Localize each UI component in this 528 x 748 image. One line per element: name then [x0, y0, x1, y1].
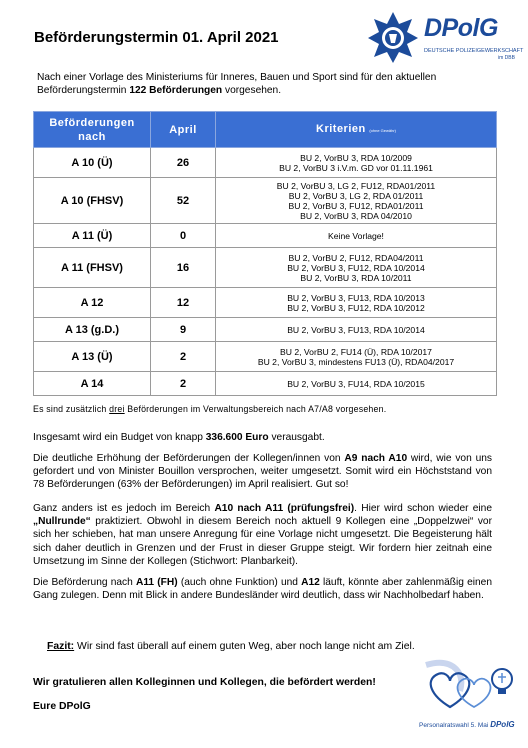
row-category: A 12	[34, 288, 151, 318]
row-category: A 14	[34, 372, 151, 396]
row-criteria	[216, 148, 497, 178]
criteria-line: BU 2, VorBU 3, FU13, RDA 10/2014	[287, 324, 425, 335]
personalratswahl-graphic	[416, 657, 520, 735]
criteria-line: BU 2, VorBU 3, FU12, RDA01/2011	[288, 200, 424, 211]
row-criteria	[216, 372, 497, 396]
promotion-table	[33, 111, 497, 396]
table-row	[34, 318, 497, 342]
dpolg-logo	[366, 8, 524, 66]
table-row	[34, 372, 497, 396]
fazit-line: Fazit: Wir sind fast überall auf einem guten Weg, aber noch lange nicht am Ziel.	[47, 641, 415, 652]
row-category: A 13 (Ü)	[34, 342, 151, 372]
table-row	[34, 288, 497, 318]
row-criteria	[216, 248, 497, 288]
header-kriterien: Kriterien (ohne Gewähr)	[216, 112, 497, 148]
criteria-line: BU 2, VorBU 3, RDA 04/2010	[300, 210, 412, 221]
row-criteria	[216, 318, 497, 342]
table-row	[34, 248, 497, 288]
row-category: A 11 (FHSV)	[34, 248, 151, 288]
additional-note: Es sind zusätzlich drei Beförderungen im Verwaltungsbereich nach A7/A8 vorgesehen.	[33, 404, 387, 414]
criteria-line: BU 2, VorBU 2, FU14 (Ü), RDA 10/2017	[280, 346, 432, 357]
row-april-count: 52	[151, 178, 216, 224]
row-criteria	[216, 178, 497, 224]
row-criteria	[216, 224, 497, 248]
personalratswahl-caption: Personalratswahl 5. Mai DPolG	[419, 720, 515, 729]
police-star-icon	[366, 10, 420, 64]
row-category: A 11 (Ü)	[34, 224, 151, 248]
row-criteria	[216, 288, 497, 318]
closing-line: Wir gratulieren allen Kolleginnen und Kollegen, die befördert werden!	[33, 677, 376, 688]
row-april-count: 9	[151, 318, 216, 342]
hearts-lightbulb-icon	[416, 657, 520, 719]
row-category: A 13 (g.D.)	[34, 318, 151, 342]
budget-paragraph: Insgesamt wird ein Budget von knapp 336.600 Euro verausgabt.	[33, 432, 325, 443]
logo-subtitle-dbb: im DBB	[498, 55, 515, 61]
table-row	[34, 178, 497, 224]
page-title: Beförderungstermin 01. April 2021	[34, 29, 279, 46]
paragraph-a11-a12: Die Beförderung nach A11 (FH) (auch ohne Funktion) und A12 läuft, könnte aber zahlenmäßig einen Gang zulegen. Denn mit Blick in andere Bundesländer wird deutlich, dass wir Nachholbedarf haben.	[33, 577, 493, 602]
header-befoerderungen: Beförderungen nach	[34, 112, 151, 148]
signature: Eure DPolG	[33, 701, 91, 712]
row-april-count: 2	[151, 372, 216, 396]
criteria-line: BU 2, VorBU 3, FU13, RDA 10/2013	[287, 292, 425, 303]
row-april-count: 16	[151, 248, 216, 288]
criteria-line: BU 2, VorBU 3, RDA 10/2011	[300, 272, 412, 283]
criteria-line: BU 2, VorBU 3, FU14, RDA 10/2015	[287, 378, 425, 389]
table-row	[34, 148, 497, 178]
paragraph-a10-a11: Ganz anders ist es jedoch im Bereich A10 nach A11 (prüfungsfrei). Hier wird schon wieder eine „Nullrunde“ praktiziert. Obwohl in diesem Bereich noch aktuell 9 Kollegen eine „Doppelzwei“ vor sich her schieben, hat man unsere Anregung für eine Vorlage nicht umgesetzt. Die Begeisterung hält sich daher deutlich in Grenzen und der Frust in dieser Gruppe steigt. Wir fordern hier zeitnah eine Umsetzung im Sinne der Kollegen (Stichwort: Planbarkeit).	[33, 503, 492, 567]
intro-paragraph: Nach einer Vorlage des Ministeriums für Inneres, Bauen und Sport sind für den aktuellen Beförderungstermin 122 Beförderungen vorgesehen.	[37, 72, 437, 96]
table-row	[34, 342, 497, 372]
criteria-line: BU 2, VorBU 3, LG 2, RDA 01/2011	[288, 190, 424, 201]
row-category: A 10 (FHSV)	[34, 178, 151, 224]
row-april-count: 2	[151, 342, 216, 372]
criteria-line: BU 2, VorBU 2, FU12, RDA04/2011	[288, 252, 424, 263]
logo-wordmark: DPolG	[424, 14, 498, 42]
table-header-row	[34, 112, 497, 148]
paragraph-a9-a10: Die deutliche Erhöhung der Beförderungen der Kollegen/innen von A9 nach A10 wird, wie von uns gefordert und von Minister Bouillon versprochen, weiter umgesetzt. Somit wird ein Höchststand von 78 Beförderungen (63% der Beförderungen) im April realisiert. Gut so!	[33, 453, 492, 491]
table-row	[34, 224, 497, 248]
logo-subtitle: DEUTSCHE POLIZEIGEWERKSCHAFT	[424, 48, 524, 54]
row-april-count: 0	[151, 224, 216, 248]
criteria-line: BU 2, VorBU 3, FU12, RDA 10/2012	[287, 302, 425, 313]
row-april-count: 12	[151, 288, 216, 318]
criteria-line: Keine Vorlage!	[328, 230, 384, 241]
row-criteria	[216, 342, 497, 372]
criteria-line: BU 2, VorBU 3, mindestens FU13 (Ü), RDA04/2017	[257, 356, 455, 367]
criteria-line: BU 2, VorBU 3 i.V.m. GD vor 01.11.1961	[279, 162, 433, 173]
row-april-count: 26	[151, 148, 216, 178]
criteria-line: BU 2, VorBU 3, LG 2, FU12, RDA01/2011	[276, 180, 436, 191]
header-april: April	[151, 112, 216, 148]
criteria-line: BU 2, VorBU 3, FU12, RDA 10/2014	[287, 262, 425, 273]
criteria-line: BU 2, VorBU 3, RDA 10/2009	[300, 152, 412, 163]
row-category: A 10 (Ü)	[34, 148, 151, 178]
